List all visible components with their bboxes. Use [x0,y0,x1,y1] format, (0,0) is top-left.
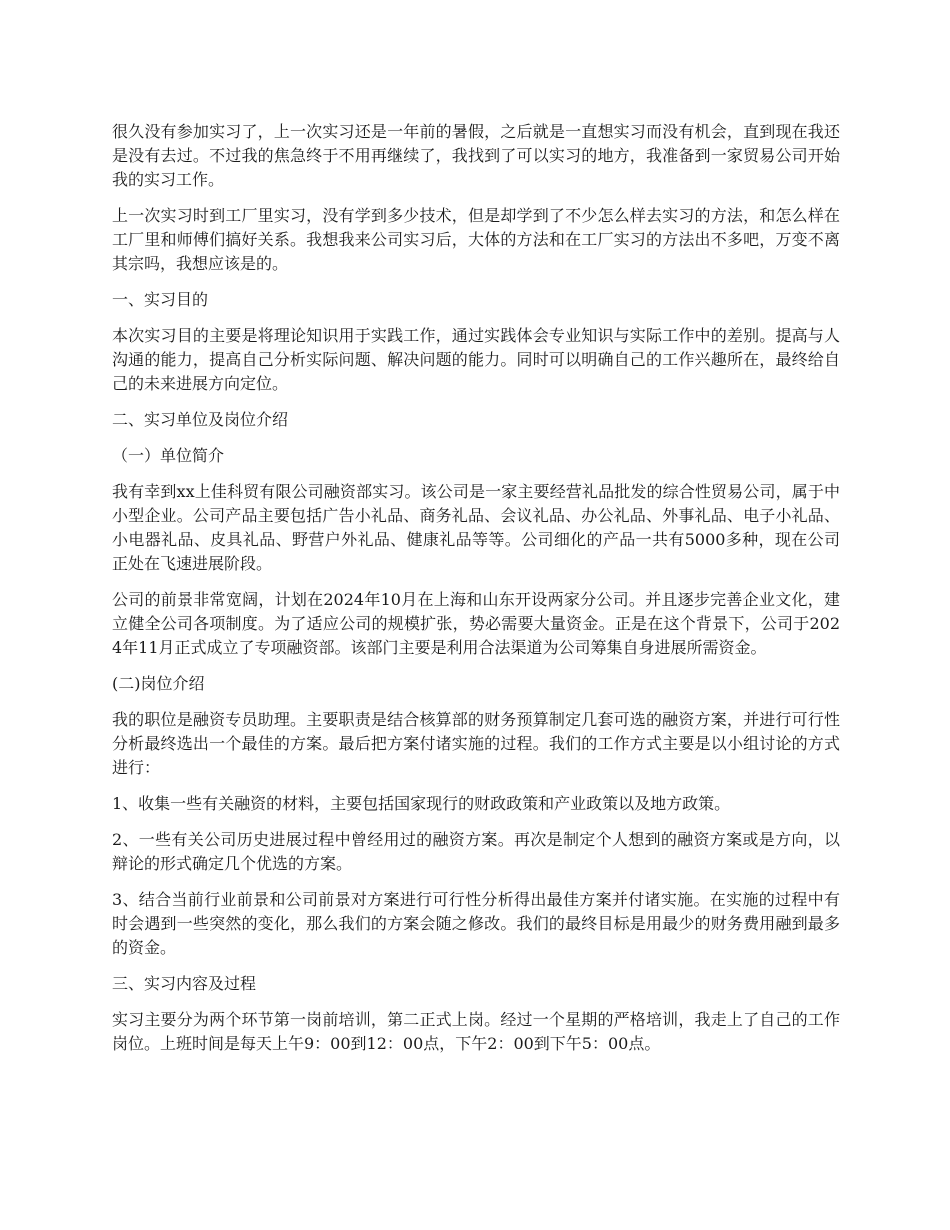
heading-internship-purpose: 一、实习目的 [112,290,209,309]
list-item-3: 3、结合当前行业前景和公司前景对方案进行可行性分析得出最佳方案并付诸实施。在实施的过程中有时会遇到一些突然的变化，那么我们的方案会随之修改。我们的最终目标是用最少的财务费用融到最多的资金。 [112,890,840,957]
list-item-1: 1、收集一些有关融资的材料，主要包括国家现行的财政政策和产业政策以及地方政策。 [112,794,731,813]
heading-unit-and-position: 二、实习单位及岗位介绍 [112,410,289,429]
paragraph-internship-process: 实习主要分为两个环节第一岗前培训，第二正式上岗。经过一个星期的严格培训，我走上了自己的工作岗位。上班时间是每天上午9：00到12：00点，下午2：00到下午5：00点。 [112,1010,840,1053]
paragraph-company-intro: 我有幸到xx上佳科贸有限公司融资部实习。该公司是一家主要经营礼品批发的综合性贸易公司，属于中小型企业。公司产品主要包括广告小礼品、商务礼品、会议礼品、办公礼品、外事礼品、电子小礼品、小电器礼品、皮具礼品、野营户外礼品、健康礼品等等。公司细化的产品一共有5000多种，现在公司正处在飞速进展阶段。 [112,482,840,573]
subheading-position-intro: (二)岗位介绍 [112,674,205,693]
paragraph-position-duties: 我的职位是融资专员助理。主要职责是结合核算部的财务预算制定几套可选的融资方案，并进行可行性分析最终选出一个最佳的方案。最后把方案付诸实施的过程。我们的工作方式主要是以小组讨论的方式进行： [112,710,840,777]
paragraph-intro-1: 很久没有参加实习了，上一次实习还是一年前的暑假，之后就是一直想实习而没有机会，直到现在我还是没有去过。不过我的焦急终于不用再继续了，我找到了可以实习的地方，我准备到一家贸易公司开始我的实习工作。 [112,122,840,189]
subheading-unit-intro: （一）单位简介 [112,446,225,465]
paragraph-purpose: 本次实习目的主要是将理论知识用于实践工作，通过实践体会专业知识与实际工作中的差别。提高与人沟通的能力，提高自己分析实际问题、解决问题的能力。同时可以明确自己的工作兴趣所在，最终给自己的未来进展方向定位。 [112,326,840,393]
list-item-2: 2、一些有关公司历史进展过程中曾经用过的融资方案。再次是制定个人想到的融资方案或是方向，以辩论的形式确定几个优选的方案。 [112,830,840,873]
heading-internship-content: 三、实习内容及过程 [112,974,257,993]
document-page [112,120,840,1068]
paragraph-company-outlook: 公司的前景非常宽阔，计划在2024年10月在上海和山东开设两家分公司。并且逐步完善企业文化，建立健全公司各项制度。为了适应公司的规模扩张，势必需要大量资金。正是在这个背景下，公司于2024年11月正式成立了专项融资部。该部门主要是利用合法渠道为公司筹集自身进展所需资金。 [112,590,840,657]
paragraph-intro-2: 上一次实习时到工厂里实习，没有学到多少技术，但是却学到了不少怎么样去实习的方法，和怎么样在工厂里和师傅们搞好关系。我想我来公司实习后，大体的方法和在工厂实习的方法出不多吧，万变不离其宗吗，我想应该是的。 [112,206,840,273]
